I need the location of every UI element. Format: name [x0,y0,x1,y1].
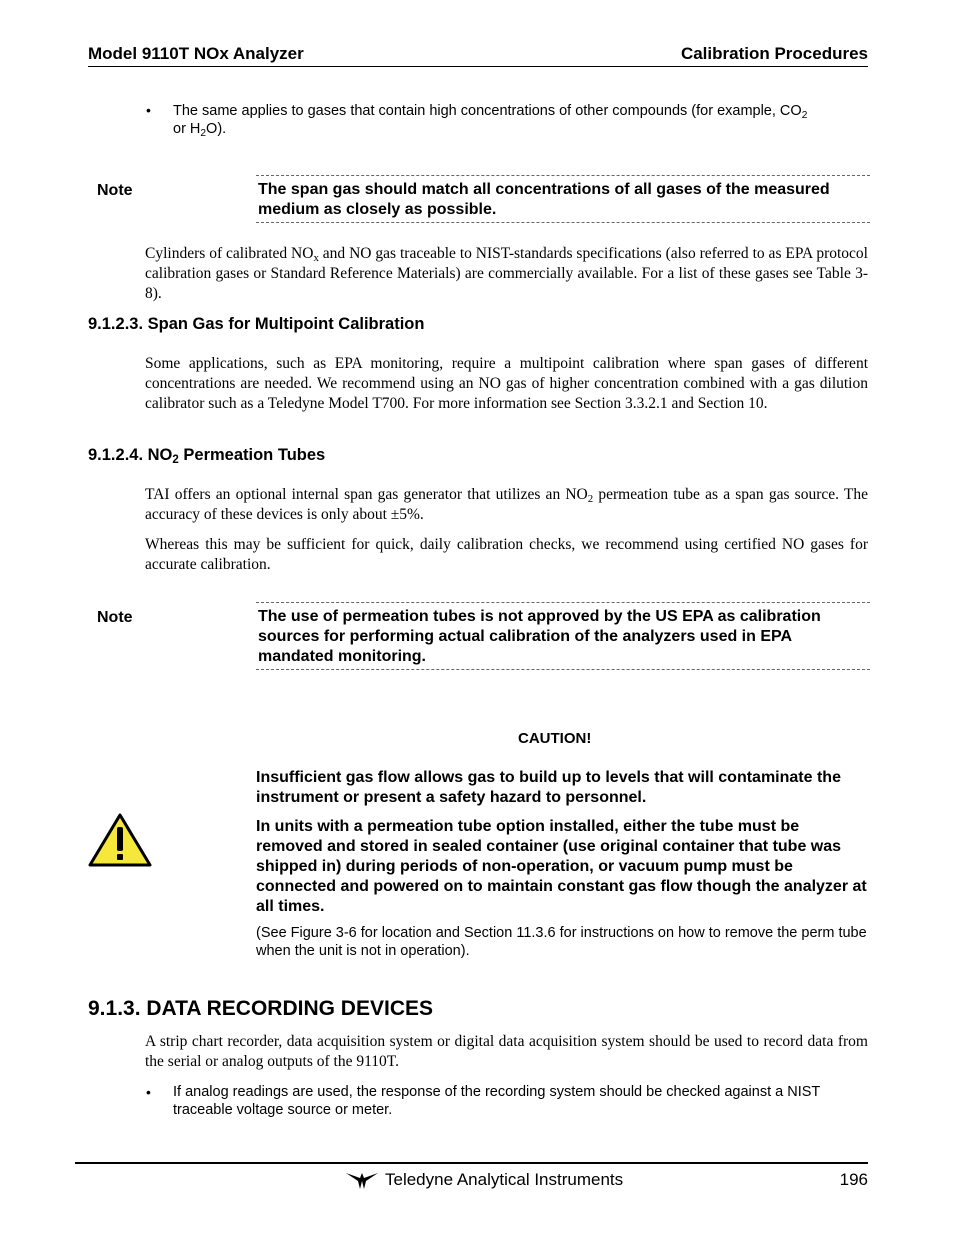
teledyne-logo-icon [344,1170,380,1190]
footer-rule [75,1162,868,1164]
note-label: Note [97,609,133,626]
subscript: 2 [200,128,207,139]
bullet-high-concentrations [173,102,873,138]
subscript: 2 [587,493,594,505]
note-box [256,602,870,670]
multipoint-paragraph: Some applications, such as EPA monitoring, require a multipoint calibration where span gases of different concentrations are needed. We recommend using an NO gas of higher concentration combined with a gas dilution calibrator such as a Teledyne Model T700. For more information see Section 3.3.2.1 and Section 10. [145,355,868,412]
paragraph-text-part: TAI offers an optional internal span gas generator that utilizes an NO [145,486,588,503]
bullet-marker: • [146,1084,151,1100]
subscript: x [313,252,319,264]
note-text: The span gas should match all concentrations of all gases of the measured medium as closely as possible. [258,181,830,218]
permeation-paragraph-1 [145,485,868,525]
bullet-analog-readings: If analog readings are used, the response of the recording system should be checked against a NIST traceable voltage source or meter. [173,1084,820,1118]
paragraph-text-part: permeation tube as a span gas source. The accuracy of these devices is only about ±5%. [145,486,868,523]
footer-company: Teledyne Analytical Instruments [385,1170,624,1189]
caution-paragraph-3: (See Figure 3-6 for location and Section 11.3.6 for instructions on how to remove the perm tube when the unit is not in operation). [256,925,867,959]
warning-triangle-icon [87,812,153,868]
section-heading-913: 9.1.3. DATA RECORDING DEVICES [88,997,434,1020]
subscript: 2 [801,110,808,121]
permeation-paragraph-2: Whereas this may be sufficient for quick, daily calibration checks, we recommend using certified NO gases for accurate calibration. [145,536,868,573]
page-number: 196 [839,1170,868,1189]
bullet-text-part: or H [173,121,201,137]
caution-title: CAUTION! [518,730,592,747]
paragraph-text-part: and NO gas traceable to NIST-standards specifications (also referred to as EPA protocol calibration gases or Standard Reference Materials) are commercially available. For a list of these gases see Table 3-8). [145,245,868,302]
caution-paragraph-1: Insufficient gas flow allows gas to build up to levels that will contaminate the instrument or present a safety hazard to personnel. [256,769,841,806]
section-heading-9124 [88,446,325,465]
bullet-marker: • [146,102,151,118]
page-header [88,44,868,67]
heading-text-part: Permeation Tubes [178,446,326,464]
paragraph-text-part: Cylinders of calibrated NO [145,245,314,262]
bullet-text-part: The same applies to gases that contain high concentrations of other compounds (for example, CO [173,103,802,119]
subscript: 2 [172,454,179,466]
note-text: The use of permeation tubes is not approved by the US EPA as calibration sources for performing actual calibration of the analyzers used in EPA mandated monitoring. [258,608,821,665]
note-label: Note [97,182,133,199]
cylinders-paragraph [145,244,868,304]
data-recording-paragraph: A strip chart recorder, data acquisition system or digital data acquisition system should be used to record data from the serial or analog outputs of the 9110T. [145,1033,868,1070]
header-section-title: Calibration Procedures [680,44,868,63]
heading-text-part: 9.1.2.4. NO [88,446,173,464]
caution-paragraph-2: In units with a permeation tube option installed, either the tube must be removed and stored in sealed container (use original container that tube was shipped in) during periods of non-operation, or vacuum pump must be connected and powered on to maintain constant gas flow though the analyzer at all times. [256,818,867,915]
section-heading-9123: 9.1.2.3. Span Gas for Multipoint Calibration [88,315,425,333]
header-model-title: Model 9110T NOx Analyzer [88,44,304,63]
bullet-text-part: O). [206,121,227,137]
note-box [256,175,870,223]
